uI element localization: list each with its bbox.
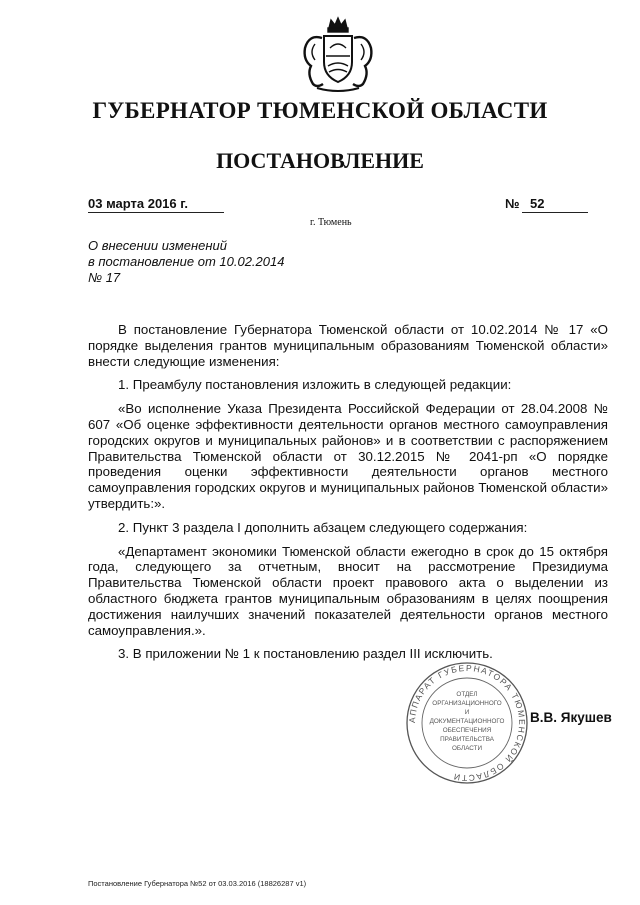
subject-line: № 17 <box>88 270 121 285</box>
stamp-line: ОБЛАСТИ <box>452 745 482 752</box>
document-subject <box>88 238 348 286</box>
document-date: 03 марта 2016 г. <box>88 196 188 211</box>
body-paragraph: 2. Пункт 3 раздела I дополнить абзацем следующего содержания: <box>118 519 528 535</box>
organization-title: ГУБЕРНАТОР ТЮМЕНСКОЙ ОБЛАСТИ <box>92 98 548 123</box>
stamp-line: ОРГАНИЗАЦИОННОГО <box>432 700 502 707</box>
stamp-line: ДОКУМЕНТАЦИОННОГО <box>429 718 505 725</box>
signatory-name: В.В. Якушев <box>530 710 612 725</box>
stamp-outer-text: АППАРАТ ГУБЕРНАТОРА ТЮМЕНСКОЙ ОБЛАСТИ <box>406 662 528 784</box>
stamp-line: ПРАВИТЕЛЬСТВА <box>440 736 494 743</box>
body-paragraph: «Департамент экономики Тюменской области ежегодно в срок до 15 октября года, следующего за отчетным, вносит на рассмотрение Президиума Правительства Тюменской области проект правового акта о выделении из областного бюджета грантов муниципальным образованиям в целях поощрения достижения наилучших значений показателей деятельности органов местного самоуправления.». <box>88 543 608 638</box>
subject-line: в постановление от 10.02.2014 <box>88 254 285 269</box>
document-footer: Постановление Губернатора №52 от 03.03.2016 (18826287 v1) <box>88 879 307 888</box>
coat-of-arms-icon <box>295 14 381 96</box>
subject-line: О внесении изменений <box>88 238 227 253</box>
document-number: 52 <box>530 196 545 211</box>
document-city: г. Тюмень <box>310 217 352 228</box>
body-paragraph: В постановление Губернатора Тюменской области от 10.02.2014 № 17 «О порядке выделения грантов муниципальным образованиям Тюменской области» внести следующие изменения: <box>88 322 608 369</box>
stamp-line: ОБЕСПЕЧЕНИЯ <box>442 727 492 734</box>
official-stamp <box>404 660 530 786</box>
document-body <box>88 322 608 670</box>
body-paragraph: 1. Преамбулу постановления изложить в следующей редакции: <box>118 377 512 393</box>
document-type: ПОСТАНОВЛЕНИЕ <box>216 148 424 173</box>
stamp-line: ОТДЕЛ <box>456 691 478 698</box>
number-label: № <box>505 196 520 211</box>
body-paragraph: 3. В приложении № 1 к постановлению раздел III исключить. <box>118 646 493 662</box>
body-paragraph: «Во исполнение Указа Президента Российской Федерации от 28.04.2008 № 607 «Об оценке эффективности деятельности органов местного самоуправления городских округов и муниципальных районов» и в соответствии с распоряжением Правительства Тюменской области от 30.12.2015 № 2041-рп «О порядке проведения оценки эффективности деятельности органов местного самоуправления городских округов и муниципальных районов Тюменской области» утвердить:». <box>88 401 608 511</box>
stamp-line: И <box>464 709 470 716</box>
